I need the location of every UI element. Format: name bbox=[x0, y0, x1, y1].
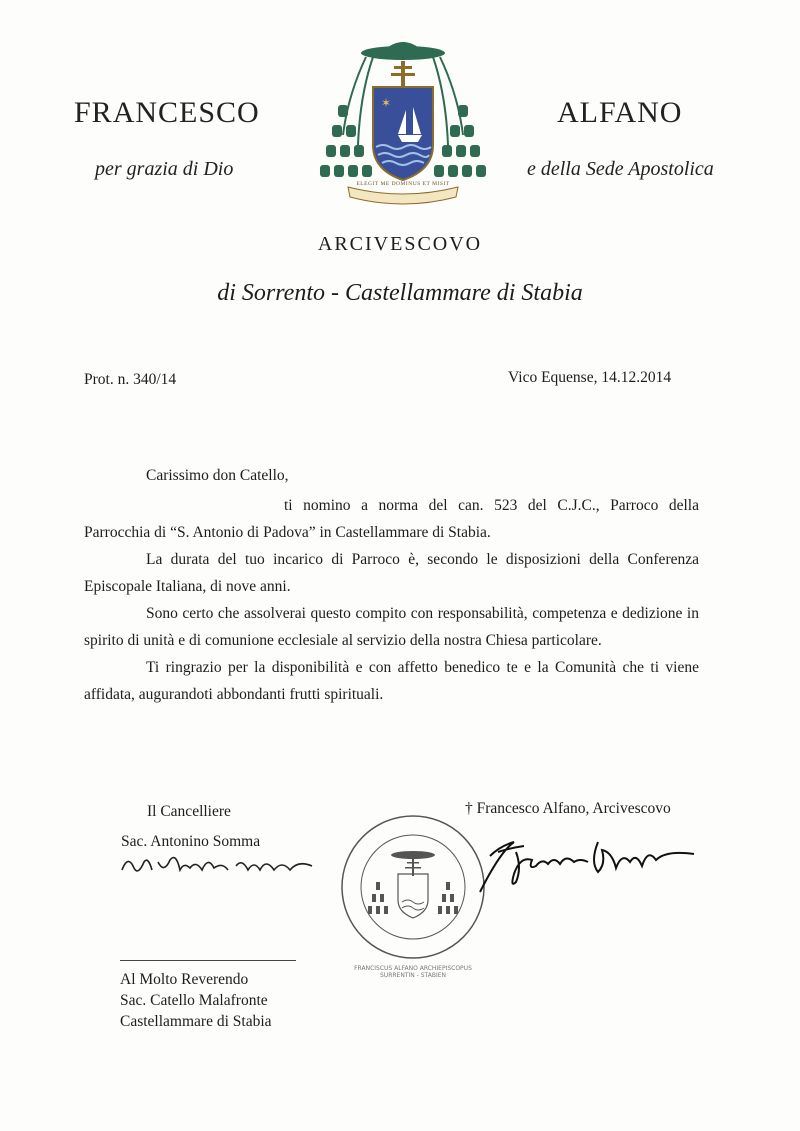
paragraph-3: Sono certo che assolverai questo compito con responsabilità, competenza e dedizione in spirito di unità e di comunione ecclesiale al servizio della nostra Chiesa particolare. bbox=[84, 605, 699, 649]
salutation: Carissimo don Catello, bbox=[146, 467, 289, 484]
address-divider bbox=[120, 960, 296, 961]
document-title: ARCIVESCOVO bbox=[317, 233, 483, 255]
header-right-subtitle: e della Sede Apostolica bbox=[527, 158, 714, 180]
letter-body bbox=[84, 492, 699, 708]
place-date: Vico Equense, 14.12.2014 bbox=[508, 369, 672, 386]
header-name-first: FRANCESCO bbox=[74, 96, 260, 129]
chancellor-title: Il Cancelliere bbox=[147, 803, 231, 820]
see-name: di Sorrento - Castellammare di Stabia bbox=[217, 280, 583, 306]
chancellor-signature-icon bbox=[118, 848, 318, 882]
archbishop-signature-icon bbox=[470, 812, 700, 902]
recipient-line-2: Sac. Catello Malafronte bbox=[120, 992, 268, 1009]
paragraph-2: La durata del tuo incarico di Parroco è, secondo le disposizioni della Conferenza Episcopale Italiana, di nove anni. bbox=[84, 551, 699, 595]
archbishop-signature-line: † Francesco Alfano, Arcivescovo bbox=[465, 800, 671, 817]
recipient-line-3: Castellammare di Stabia bbox=[120, 1013, 272, 1030]
svg-text:✶: ✶ bbox=[381, 96, 392, 110]
coat-of-arms-motto: ELEGIT ME DOMINUS ET MISIT bbox=[356, 181, 450, 187]
seal-text: FRANCISCUS ALFANO ARCHIEPISCOPUS SURRENTIN - STABIEN bbox=[354, 965, 472, 979]
paragraph-1: ti nomino a norma del can. 523 del C.J.C., Parroco della Parrocchia di “S. Antonio di Padova” in Castellammare di Stabia. bbox=[84, 497, 699, 541]
paragraph-4: Ti ringrazio per la disponibilità e con affetto benedico te e la Comunità che ti viene affidata, augurandoti abbondanti frutti spirituali. bbox=[84, 659, 699, 703]
header-left-subtitle: per grazia di Dio bbox=[95, 158, 234, 180]
protocol-number: Prot. n. 340/14 bbox=[84, 371, 177, 388]
coat-of-arms-icon bbox=[318, 35, 488, 205]
recipient-line-1: Al Molto Reverendo bbox=[120, 971, 249, 988]
header-name-last: ALFANO bbox=[557, 96, 683, 129]
chancellor-name: Sac. Antonino Somma bbox=[121, 833, 261, 850]
seal-stamp-icon bbox=[338, 812, 488, 962]
